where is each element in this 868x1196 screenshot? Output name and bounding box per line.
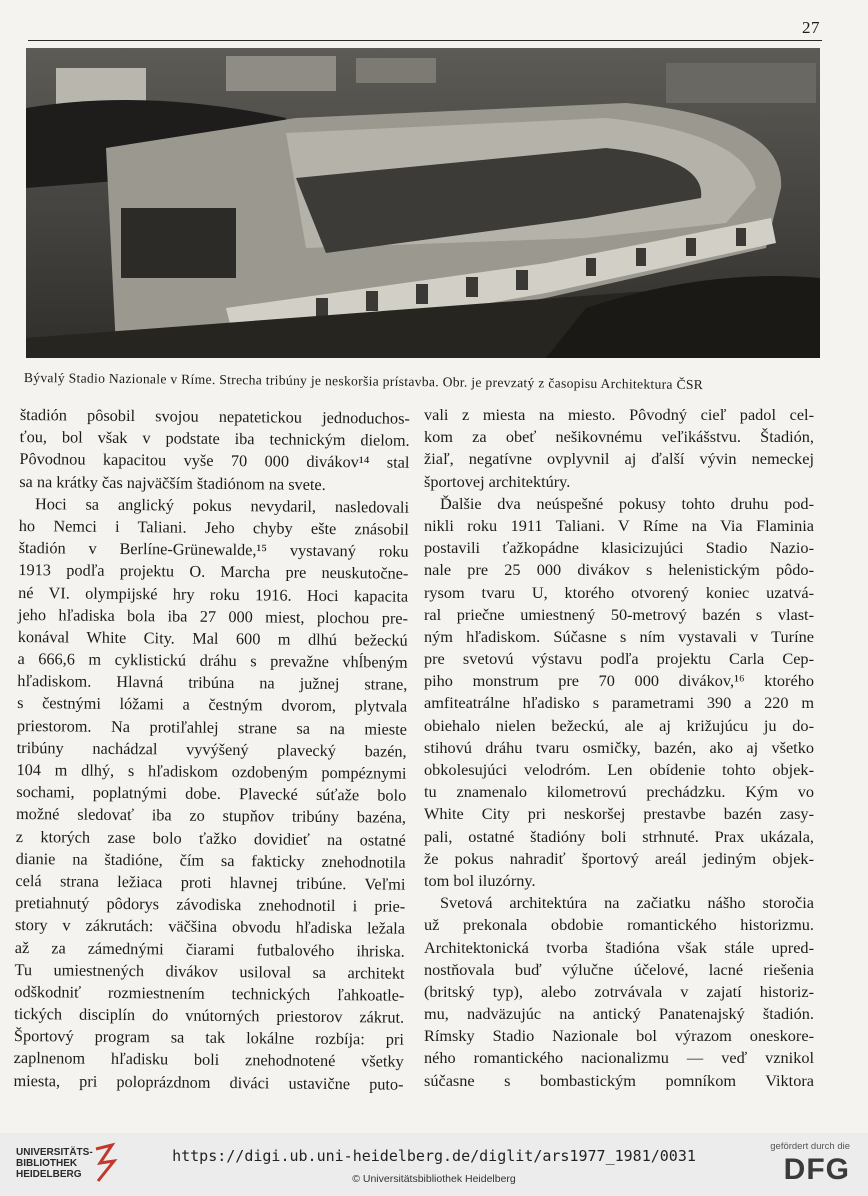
text-line: štadión pôsobil svojou nepatetickou jednoduchos-	[19, 404, 410, 428]
text-line: kom za obeť nešikovnému veľikášstvu. Štadión,	[424, 427, 814, 447]
text-line: pretiahnutý pôdorys závodiska znehodnotil i prie-	[15, 893, 406, 916]
text-line: a 666,6 m cyklistickú dráhu s prevažne vhĺbeným	[17, 649, 408, 672]
text-line: ným hľadiskom. Súčasne s ním vystavali v Turíne	[424, 626, 814, 646]
text-line: tu znamenalo kilometrovú prechádzku. Kým vo	[424, 782, 814, 802]
text-line: odškodniť rozmiestnením technických ľahkoatle-	[14, 981, 405, 1005]
text-line: vali z miesta na miesto. Pôvodný cieľ padol cel-	[424, 405, 814, 424]
text-line: rysom tvaru U, ktorého otvorený koniec uzatvá-	[424, 582, 814, 602]
library-name-line: UNIVERSITÄTS-	[16, 1147, 93, 1158]
text-line: ho Nemci i Taliani. Jeho chyby ešte znásobil	[18, 515, 409, 539]
text-line: sa na krátky čas najväčším štadiónom na svete.	[19, 471, 326, 494]
text-line: tom bol iluzórny.	[424, 870, 536, 890]
funding-note: gefördert durch die	[770, 1141, 850, 1152]
stadium-photograph	[26, 48, 820, 358]
text-line: story v zákrutách: väčšina obvodu hľadiska ležala	[14, 915, 406, 939]
text-line: Hoci sa anglický pokus nevydaril, nasledovali	[34, 493, 410, 517]
text-line: 1913 podľa projektu O. Marcha pre neuskutočne-	[18, 560, 409, 584]
text-line: tribúny nachádzal vyvýšený plavecký bazén,	[16, 737, 407, 761]
text-line: 104 m dlhý, s hľadiskom ozdobeným pompéznymi	[16, 759, 407, 783]
text-line: Pôvodnou kapacitou vyše 70 000 divákov¹⁴ stal	[19, 449, 410, 473]
text-line: dianie na štadióne, čím sa fakticky znehodnotila	[15, 848, 406, 872]
text-line: celá strana ležiaca proti hlavnej tribúne. Veľmi	[15, 870, 406, 894]
text-line: nostňovala buď výlučne účelové, lacné riešenia	[424, 959, 814, 979]
text-line: konával White City. Mal 600 m dlhú bežeckú	[17, 626, 408, 650]
text-line: z ktorých zase bolo ťažko dovidieť na ostatné	[15, 826, 406, 850]
figure-caption: Bývalý Stadio Nazionale v Ríme. Strecha tribúny je neskoršia prístavba. Obr. je prevzatý z časopisu Architektura ČSR	[23, 370, 704, 393]
text-line: obiehalo nielen bežeckú, ale aj križujúcu ju do-	[424, 715, 814, 735]
text-line: Svetová architektúra na začiatku nášho storočia	[440, 893, 814, 913]
text-line: Rímsky Stadio Nazionale bol výrazom oneskore-	[424, 1026, 814, 1046]
text-line: ného romantického nacionalizmu — veď vznikol	[424, 1048, 814, 1068]
text-line: možné sledovať iba zo stupňov tribúny bazéna,	[15, 804, 407, 828]
text-line: štadión v Berlíne-Grünewalde,¹⁵ vystavaný roku	[18, 538, 409, 561]
text-line: žiaľ, negatívne ovplyvnil aj ďalší vývin nemeckej	[424, 449, 814, 469]
text-line: obkolesujúci velodróm. Len obídenie tohto objek-	[424, 760, 814, 779]
text-line: hľadiskom. Hlavná tribúna na južnej strane,	[17, 671, 408, 694]
text-line: že pokus nahradiť športový areál jediným objek-	[424, 848, 814, 868]
text-line: amfiteatrálne hľadisko s parametrami 390 a 220 m	[424, 693, 814, 713]
text-line: postavili ťažkopádne klasicizujúci Stadio Nazio-	[424, 538, 814, 558]
text-line: jeho hľadiska bola iba 27 000 miest, plochou pre-	[17, 604, 409, 628]
text-line: nale pre 25 000 divákov s helenistickým pôdo-	[424, 560, 814, 580]
text-line: súčasne s bombastickým pomníkom Viktora	[424, 1070, 814, 1090]
text-line: tických disciplín do vnútorných priestorov zákrut.	[14, 1004, 405, 1027]
text-line: priestorom. Na protiľahlej strane sa na mieste	[16, 715, 407, 739]
header-rule	[28, 40, 822, 41]
copyright-notice: © Universitätsbibliothek Heidelberg	[352, 1173, 516, 1185]
text-line: športovej architektúry.	[424, 471, 571, 491]
text-line: né VI. olympijské hry roku 1916. Hoci kapacita	[18, 582, 409, 606]
text-line: s čestnými lóžami a čestným dvorom, plytvala	[17, 693, 408, 717]
text-line: Športový program sa tak lokálne rozbíja: pri	[13, 1026, 405, 1049]
text-line: stihovú dráhu tvaru osmičky, bazén, ako aj všetko	[424, 737, 814, 757]
library-name-line: BIBLIOTHEK	[16, 1158, 78, 1169]
text-line: pali, ostatné štadióny boli strhnuté. Prax ukázala,	[424, 826, 814, 846]
text-line: mu, nadväzujúc na antický Panatenajský štadión.	[424, 1004, 814, 1024]
text-line: ral priečne umiestnený 50-metrový bazén s vlast-	[424, 604, 814, 624]
text-line: (britský typ), alebo zotrvávala v zajatí historiz-	[424, 981, 814, 1001]
text-line: sochami, poplatnými dobe. Plavecké súťaže bolo	[16, 782, 407, 805]
text-line: zaplnenom hľadisku boli znehodnotené všetky	[13, 1048, 404, 1072]
text-line: pre svetovú výstavu podľa projektu Carla Cep-	[424, 649, 814, 669]
text-line: miesta, pri poloprázdnom diváci ustavične puto-	[13, 1070, 404, 1094]
text-line: Tu umiestnených divákov usiloval sa architekt	[14, 959, 405, 983]
text-line: až za zámednými čiarami futbalového ihriska.	[14, 937, 405, 961]
stadium-photo-illustration	[26, 48, 820, 358]
source-url-link[interactable]: https://digi.ub.uni-heidelberg.de/diglit/ars1977_1981/0031	[172, 1147, 696, 1165]
text-line: ťou, bol však v podstate iba technickým dielom.	[19, 427, 410, 450]
text-line: už prekonala obdobie romantického historizmu.	[424, 915, 814, 935]
dfg-logo[interactable]: DFG	[783, 1153, 850, 1186]
right-text-column	[424, 404, 814, 1092]
footer-bar	[0, 1133, 868, 1196]
text-line: nikli roku 1911 Taliani. V Ríme na Via Flaminia	[424, 515, 814, 535]
text-line: Ďalšie dva neúspešné pokusy tohto druhu pod-	[440, 493, 814, 513]
page-number: 27	[802, 18, 820, 37]
text-line: White City pri neskoršej prestavbe bazén zasy-	[424, 804, 814, 824]
text-line: Architektonická tvorba štadióna však stále upred-	[424, 937, 814, 957]
library-name-line: HEIDELBERG	[16, 1169, 82, 1180]
left-text-column	[13, 404, 410, 1096]
text-line: piho monstrum pre 70 000 divákov,¹⁶ ktorého	[424, 671, 814, 691]
